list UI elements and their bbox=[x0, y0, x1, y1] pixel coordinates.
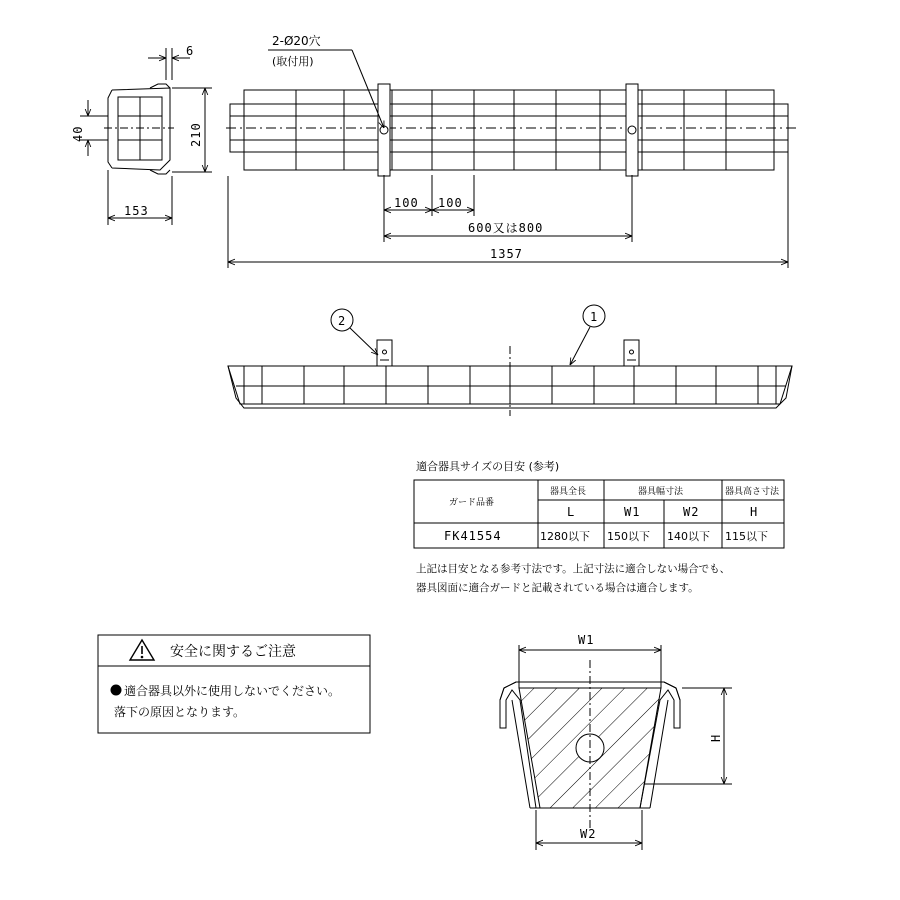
dim-side: 153 bbox=[124, 204, 149, 218]
table-note-2: 器具図面に適合ガードと記載されている場合は適合します。 bbox=[416, 582, 699, 594]
table-caption: 適合器具サイズの目安 (参考) bbox=[416, 460, 560, 473]
dim-span: 600又は800 bbox=[468, 221, 544, 235]
dim-total: 1357 bbox=[490, 247, 523, 261]
top-view bbox=[226, 84, 800, 176]
section-h: H bbox=[709, 733, 723, 742]
hole-label: 2-Ø20穴 bbox=[272, 34, 321, 48]
cell-w1: 150以下 bbox=[607, 530, 650, 543]
cell-w2: 140以下 bbox=[667, 530, 710, 543]
cell-model: FK41554 bbox=[444, 529, 502, 543]
safety-title: 安全に関するご注意 bbox=[170, 644, 296, 660]
section-w1: W1 bbox=[578, 633, 595, 647]
table-note-1: 上記は目安となる参考寸法です。上記寸法に適合しない場合でも、 bbox=[416, 563, 731, 575]
subheader-l: L bbox=[567, 505, 576, 519]
section-view bbox=[500, 645, 732, 850]
safety-line-1: 適合器具以外に使用しないでください。 bbox=[124, 684, 341, 698]
subheader-w1: W1 bbox=[624, 505, 641, 519]
dim-pitch-a: 100 bbox=[394, 196, 419, 210]
part-2-number: 2 bbox=[338, 314, 347, 328]
hole-note: (取付用) bbox=[272, 55, 314, 68]
cell-h: 115以下 bbox=[725, 530, 768, 543]
header-guard-model: ガード品番 bbox=[449, 498, 495, 508]
dim-height: 210 bbox=[189, 122, 203, 147]
dim-depth: 40 bbox=[71, 125, 85, 142]
subheader-w2: W2 bbox=[683, 505, 700, 519]
dim-pitch-b: 100 bbox=[438, 196, 463, 210]
header-width: 器具幅寸法 bbox=[638, 487, 684, 497]
part-callouts bbox=[331, 305, 605, 365]
subheader-h: H bbox=[750, 505, 759, 519]
front-view bbox=[228, 340, 792, 416]
dim-width: 6 bbox=[186, 44, 195, 58]
part-1-number: 1 bbox=[590, 310, 599, 324]
header-length: 器具全長 bbox=[550, 487, 587, 497]
header-height: 器具高さ寸法 bbox=[725, 487, 780, 497]
section-w2: W2 bbox=[580, 827, 597, 841]
cell-l: 1280以下 bbox=[540, 530, 590, 543]
safety-line-2: 落下の原因となります。 bbox=[114, 705, 246, 719]
